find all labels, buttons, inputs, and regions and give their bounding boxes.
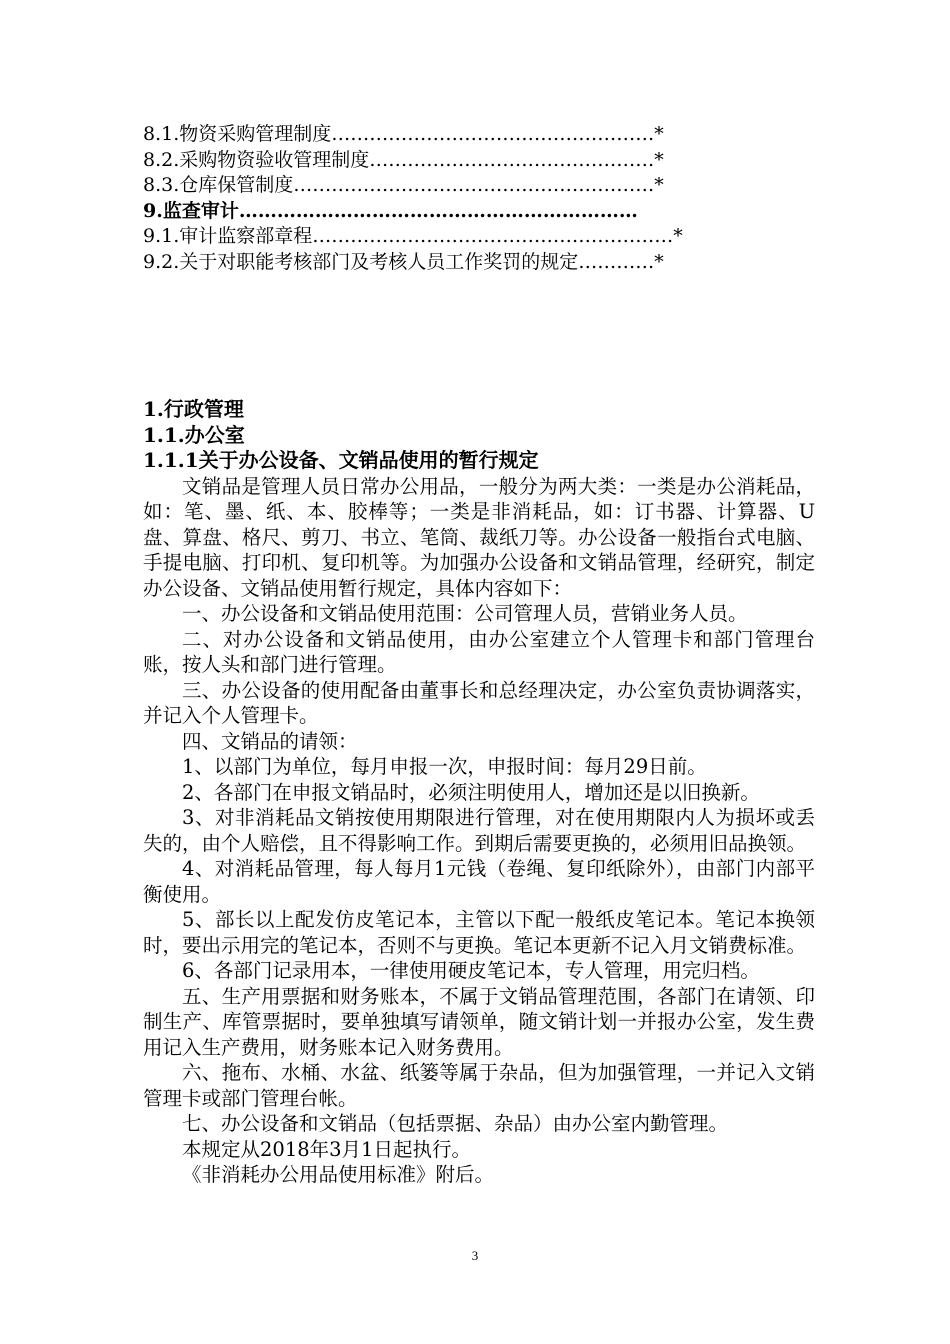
paragraph: 四、文销品的请领： bbox=[182, 729, 358, 753]
paragraph: 六、拖布、水桶、水盆、纸篓等属于杂品，但为加强管理，一并记入文销管理卡或部门管理台帐。 bbox=[143, 1061, 815, 1110]
toc-entry: 8.3.仓库保管制度…………………………………………………* bbox=[143, 174, 664, 197]
paragraph: 2、各部门在申报文销品时，必须注明使用人，增加还是以旧换新。 bbox=[182, 780, 760, 804]
paragraph: 七、办公设备和文销品（包括票据、杂品）由办公室内勤管理。 bbox=[182, 1112, 729, 1135]
toc-entry: 8.1.物资采购管理制度……………………………………………* bbox=[143, 123, 664, 145]
paragraph: 6、各部门记录用本，一律使用硬皮笔记本，专人管理，用完归档。 bbox=[182, 959, 760, 982]
paragraph: 本规定从2018年3月1日起执行。 bbox=[182, 1137, 471, 1161]
paragraph: 5、部长以上配发仿皮笔记本，主管以下配一般纸皮笔记本。笔记本换领时，要出示用完的笔记本，否则不与更换。笔记本更新不记入月文销费标准。 bbox=[143, 908, 815, 957]
paragraph: 三、办公设备的使用配备由董事长和总经理决定，办公室负责协调落实，并记入个人管理卡。 bbox=[143, 678, 815, 727]
heading-level-3: 1.1.1关于办公设备、文销品使用的暂行规定 bbox=[143, 448, 539, 472]
heading-level-2: 1.1.办公室 bbox=[143, 422, 245, 447]
toc-entry: 8.2.采购物资验收管理制度………………………………………* bbox=[143, 148, 664, 171]
toc-entry: 9.2.关于对职能考核部门及考核人员工作奖罚的规定…………* bbox=[143, 250, 664, 273]
heading-level-1: 1.行政管理 bbox=[143, 397, 244, 421]
paragraph: 《非消耗办公用品使用标准》附后。 bbox=[182, 1163, 495, 1186]
table-of-contents bbox=[143, 122, 763, 276]
toc-entry-section: 9.监查审计……………………………………………………… bbox=[143, 199, 638, 222]
toc-entry: 9.1.审计监察部章程…………………………………………………* bbox=[143, 225, 683, 248]
paragraph: 3、对非消耗品文销按使用期限进行管理，对在使用期限内人为损坏或丢失的，由个人赔偿，且不得影响工作。到期后需要更换的，必须用旧品换领。 bbox=[143, 806, 815, 855]
document-body bbox=[143, 397, 815, 1188]
paragraph: 4、对消耗品管理，每人每月1元钱（卷绳、复印纸除外），由部门内部平衡使用。 bbox=[143, 857, 815, 906]
paragraph: 一、办公设备和文销品使用范围：公司管理人员，营销业务人员。 bbox=[182, 602, 748, 625]
paragraph: 五、生产用票据和财务账本，不属于文销品管理范围，各部门在请领、印制生产、库管票据时，要单独填写请领单，随文销计划一并报办公室，发生费用记入生产费用，财务账本记入财务费用。 bbox=[143, 984, 815, 1059]
paragraph: 1、以部门为单位，每月申报一次，申报时间：每月29日前。 bbox=[182, 755, 707, 778]
page-number: 3 bbox=[471, 1248, 479, 1263]
paragraph: 文销品是管理人员日常办公用品，一般分为两大类：一类是办公消耗品，如：笔、墨、纸、本、胶棒等；一类是非消耗品，如：订书器、计算器、U盘、算盘、格尺、剪刀、书立、笔筒、裁纸刀等。办公设备一般指台式电脑、手提电脑、打印机、复印机等。为加强办公设备和文销品管理，经研究，制定办公设备、文销品使用暂行规定，具体内容如下： bbox=[143, 474, 815, 600]
paragraph: 二、对办公设备和文销品使用，由办公室建立个人管理卡和部门管理台账，按人头和部门进行管理。 bbox=[143, 627, 815, 676]
